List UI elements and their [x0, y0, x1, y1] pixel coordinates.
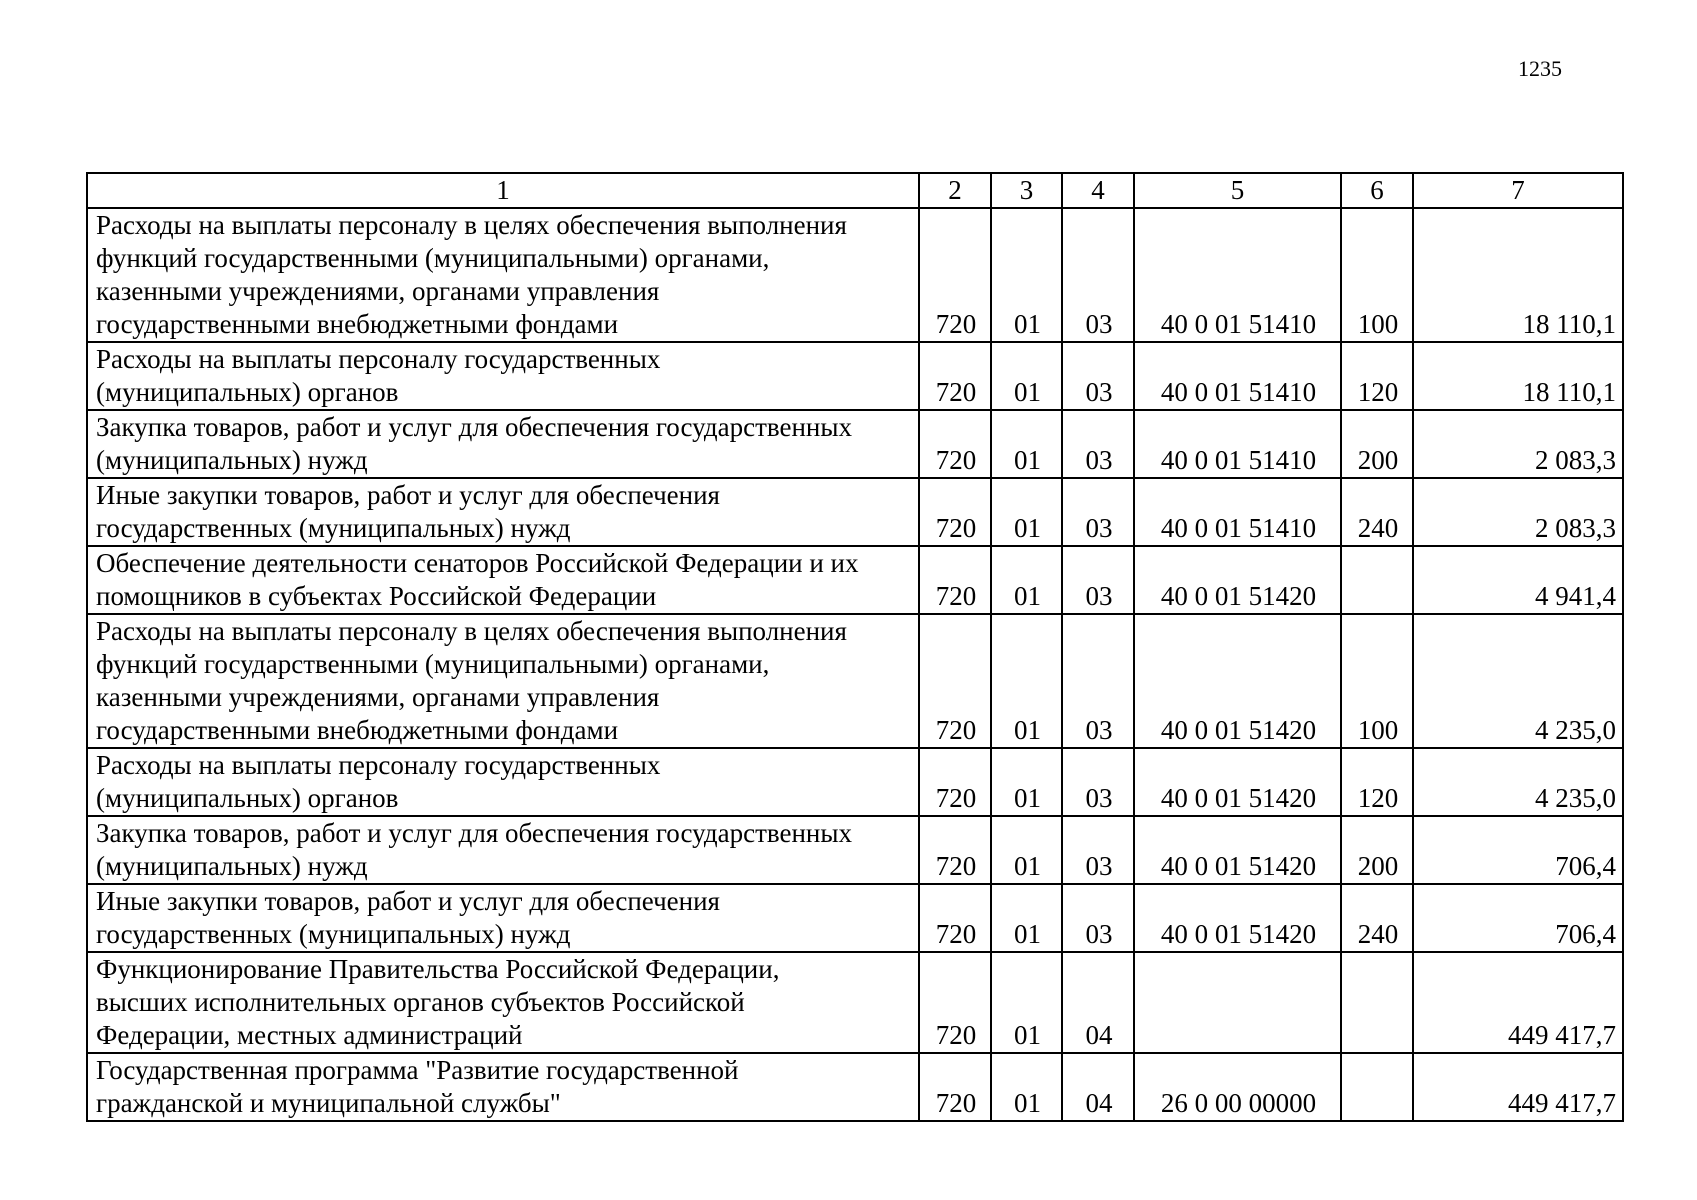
row-amount: 706,4 [1413, 884, 1623, 952]
row-amount: 4 941,4 [1413, 546, 1623, 614]
row-target-article: 40 0 01 51410 [1134, 478, 1341, 546]
row-expense-type: 120 [1341, 342, 1413, 410]
table-row [87, 342, 1623, 410]
row-target-article: 40 0 01 51410 [1134, 410, 1341, 478]
row-name-line: государственными внебюджетными фондами [96, 309, 619, 339]
row-expense-type: 120 [1341, 748, 1413, 816]
row-name-line: Расходы на выплаты персоналу государственных [96, 344, 661, 374]
row-subsection-code: 03 [1062, 816, 1134, 884]
row-name-cell [87, 816, 919, 884]
header-col-6: 6 [1341, 173, 1413, 208]
row-name-line: Расходы на выплаты персоналу в целях обеспечения выполнения [96, 210, 847, 240]
row-admin-code: 720 [919, 208, 991, 342]
row-name-line: государственными внебюджетными фондами [96, 715, 619, 745]
row-admin-code: 720 [919, 952, 991, 1053]
table-row [87, 478, 1623, 546]
header-col-7: 7 [1413, 173, 1623, 208]
header-col-4: 4 [1062, 173, 1134, 208]
table-header-row [87, 173, 1623, 208]
table-row [87, 748, 1623, 816]
row-admin-code: 720 [919, 342, 991, 410]
row-subsection-code: 03 [1062, 884, 1134, 952]
row-name-line: Расходы на выплаты персоналу в целях обеспечения выполнения [96, 616, 847, 646]
row-name-line: Государственная программа "Развитие государственной [96, 1055, 739, 1085]
row-admin-code: 720 [919, 410, 991, 478]
row-subsection-code: 04 [1062, 1053, 1134, 1121]
row-section-code: 01 [991, 884, 1062, 952]
row-section-code: 01 [991, 546, 1062, 614]
row-subsection-code: 03 [1062, 342, 1134, 410]
row-admin-code: 720 [919, 478, 991, 546]
row-amount: 18 110,1 [1413, 342, 1623, 410]
row-name-cell [87, 342, 919, 410]
row-subsection-code: 03 [1062, 410, 1134, 478]
row-section-code: 01 [991, 410, 1062, 478]
table-row [87, 952, 1623, 1053]
row-name-line: Функционирование Правительства Российской Федерации, [96, 954, 780, 984]
row-amount: 4 235,0 [1413, 614, 1623, 748]
table-row [87, 1053, 1623, 1121]
row-expense-type: 200 [1341, 816, 1413, 884]
row-target-article: 40 0 01 51410 [1134, 342, 1341, 410]
row-admin-code: 720 [919, 546, 991, 614]
row-subsection-code: 03 [1062, 546, 1134, 614]
row-name-line: государственных (муниципальных) нужд [96, 513, 571, 543]
row-name-line: Иные закупки товаров, работ и услуг для обеспечения [96, 480, 720, 510]
row-amount: 2 083,3 [1413, 478, 1623, 546]
row-name-line: помощников в субъектах Российской Федерации [96, 581, 657, 611]
row-name-cell [87, 952, 919, 1053]
row-name-line: казенными учреждениями, органами управления [96, 276, 660, 306]
row-target-article: 40 0 01 51420 [1134, 816, 1341, 884]
row-name-line: (муниципальных) органов [96, 783, 399, 813]
row-name-line: Закупка товаров, работ и услуг для обеспечения государственных [96, 412, 853, 442]
row-amount: 4 235,0 [1413, 748, 1623, 816]
row-target-article: 40 0 01 51420 [1134, 614, 1341, 748]
row-section-code: 01 [991, 1053, 1062, 1121]
table-row [87, 816, 1623, 884]
row-section-code: 01 [991, 614, 1062, 748]
row-admin-code: 720 [919, 748, 991, 816]
row-expense-type [1341, 546, 1413, 614]
row-name-cell [87, 208, 919, 342]
row-expense-type: 100 [1341, 208, 1413, 342]
row-expense-type: 200 [1341, 410, 1413, 478]
row-section-code: 01 [991, 208, 1062, 342]
row-expense-type: 240 [1341, 884, 1413, 952]
row-target-article: 40 0 01 51410 [1134, 208, 1341, 342]
row-name-line: высших исполнительных органов субъектов Российской [96, 987, 745, 1017]
table-row [87, 410, 1623, 478]
row-expense-type [1341, 952, 1413, 1053]
row-section-code: 01 [991, 478, 1062, 546]
row-subsection-code: 04 [1062, 952, 1134, 1053]
row-amount: 706,4 [1413, 816, 1623, 884]
table-row [87, 546, 1623, 614]
row-amount: 449 417,7 [1413, 952, 1623, 1053]
row-name-line: Закупка товаров, работ и услуг для обеспечения государственных [96, 818, 853, 848]
table-row [87, 884, 1623, 952]
row-target-article [1134, 952, 1341, 1053]
table-body [87, 208, 1623, 1121]
row-subsection-code: 03 [1062, 614, 1134, 748]
row-admin-code: 720 [919, 884, 991, 952]
row-name-cell [87, 410, 919, 478]
row-name-cell [87, 614, 919, 748]
row-name-line: Иные закупки товаров, работ и услуг для обеспечения [96, 886, 720, 916]
row-target-article: 40 0 01 51420 [1134, 546, 1341, 614]
row-name-line: Федерации, местных администраций [96, 1020, 523, 1050]
row-expense-type [1341, 1053, 1413, 1121]
header-col-2: 2 [919, 173, 991, 208]
row-name-cell [87, 748, 919, 816]
row-target-article: 26 0 00 00000 [1134, 1053, 1341, 1121]
row-name-line: Обеспечение деятельности сенаторов Российской Федерации и их [96, 548, 859, 578]
row-admin-code: 720 [919, 1053, 991, 1121]
row-subsection-code: 03 [1062, 208, 1134, 342]
table-row [87, 208, 1623, 342]
row-section-code: 01 [991, 748, 1062, 816]
row-name-cell [87, 884, 919, 952]
row-name-line: казенными учреждениями, органами управления [96, 682, 660, 712]
row-name-cell [87, 546, 919, 614]
header-col-3: 3 [991, 173, 1062, 208]
row-section-code: 01 [991, 816, 1062, 884]
row-subsection-code: 03 [1062, 748, 1134, 816]
row-name-line: функций государственными (муниципальными) органами, [96, 243, 770, 273]
row-amount: 18 110,1 [1413, 208, 1623, 342]
row-name-cell [87, 478, 919, 546]
budget-table [86, 172, 1624, 1122]
row-name-line: государственных (муниципальных) нужд [96, 919, 571, 949]
row-admin-code: 720 [919, 816, 991, 884]
row-section-code: 01 [991, 342, 1062, 410]
row-subsection-code: 03 [1062, 478, 1134, 546]
row-target-article: 40 0 01 51420 [1134, 748, 1341, 816]
row-admin-code: 720 [919, 614, 991, 748]
header-col-5: 5 [1134, 173, 1341, 208]
row-amount: 2 083,3 [1413, 410, 1623, 478]
table-row [87, 614, 1623, 748]
row-name-line: функций государственными (муниципальными) органами, [96, 649, 770, 679]
row-amount: 449 417,7 [1413, 1053, 1623, 1121]
row-name-line: гражданской и муниципальной службы" [96, 1088, 561, 1118]
row-expense-type: 240 [1341, 478, 1413, 546]
row-name-line: (муниципальных) нужд [96, 851, 368, 881]
row-target-article: 40 0 01 51420 [1134, 884, 1341, 952]
row-section-code: 01 [991, 952, 1062, 1053]
header-col-1: 1 [87, 173, 919, 208]
row-name-cell [87, 1053, 919, 1121]
row-name-line: Расходы на выплаты персоналу государственных [96, 750, 661, 780]
row-name-line: (муниципальных) органов [96, 377, 399, 407]
row-name-line: (муниципальных) нужд [96, 445, 368, 475]
page-number: 1235 [1518, 56, 1562, 81]
row-expense-type: 100 [1341, 614, 1413, 748]
